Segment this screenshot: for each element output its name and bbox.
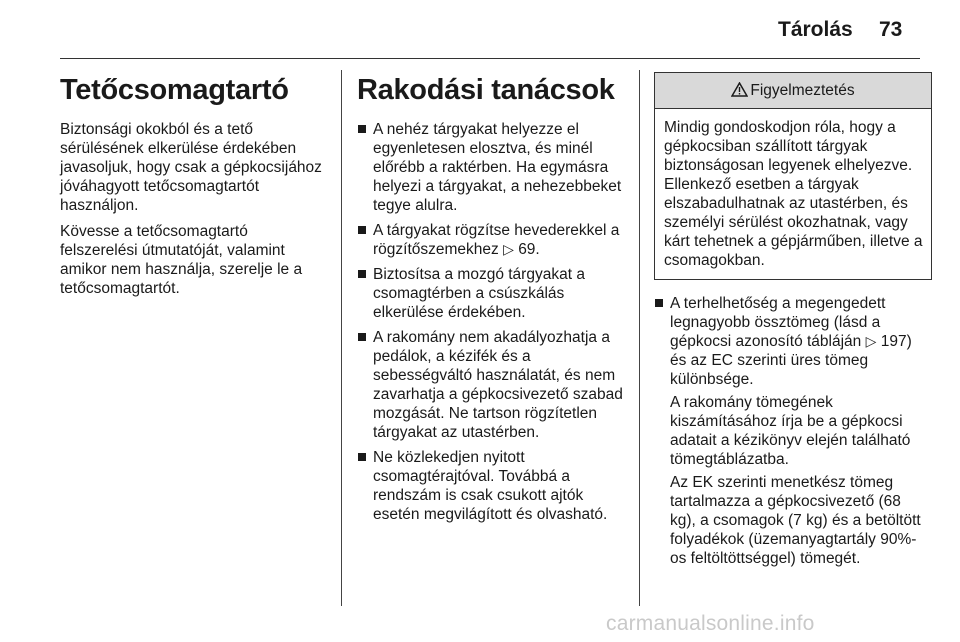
loading-tips-heading: Rakodási tanácsok [357, 74, 615, 106]
list-item-text: Biztosítsa a mozgó tárgyakat a csomagtérben a csúszkálás elkerülése érdekében. [373, 266, 585, 321]
watermark: carmanualsonline.info [606, 612, 815, 635]
load-capacity-list [654, 294, 924, 568]
page-number: 73 [879, 18, 903, 41]
load-capacity-text-tail: 197) és az EC szerinti üres tömeg különbsége. [670, 333, 912, 388]
header-rule [60, 58, 920, 59]
warning-body: Mindig gondoskodjon róla, hogy a gépkocsiban szállított tárgyak biztonságosan legyenek elhelyezve. Ellenkező esetben a tárgyak elszabadulhatnak az utastérben, és személyi sérülést okozhatnak, vagy kárt tehetnek a gépjárműben, illetve a csomagokban. [664, 119, 923, 269]
page-reference-icon: ▷ [503, 241, 514, 257]
square-bullet-icon [358, 226, 366, 234]
list-item [357, 221, 625, 259]
list-item [357, 265, 625, 322]
square-bullet-icon [358, 333, 366, 341]
loading-tips-list [357, 120, 625, 524]
ec-curb-weight-paragraph: Az EK szerinti menetkész tömeg tartalmazza a gépkocsivezető (68 kg), a csomagok (7 kg) és a betöltött folyadékok (üzemanyagtartály 90%-os feltöltöttséggel) tömegét. [670, 474, 921, 567]
warning-header [655, 73, 931, 109]
list-item-text: A nehéz tárgyakat helyezze el egyenletesen elosztva, és minél előrébb a raktérben. Ha egymásra helyezi a tárgyakat, a nehezebbeket tegye alulra. [373, 121, 622, 214]
square-bullet-icon [358, 125, 366, 133]
load-calculation-paragraph: A rakomány tömegének kiszámításához írja be a gépkocsi adatait a kézikönyv elején található tömegtáblázatba. [670, 394, 911, 468]
page-reference-icon: ▷ [865, 333, 877, 349]
square-bullet-icon [655, 299, 663, 307]
warning-triangle-icon [731, 75, 748, 110]
list-item-text: A rakomány nem akadályozhatja a pedálok, a kézifék és a sebességváltó használatát, és nem zavarhatja a gépkocsivezető szabad mozgását. Ne tartson rögzítetlen tárgyakat az utastérben. [373, 329, 623, 441]
list-item [357, 120, 625, 215]
column-loading-tips [357, 72, 625, 530]
list-item-text: A tárgyakat rögzítse hevederekkel a rögzítőszemekhez [373, 222, 620, 258]
list-item [654, 294, 924, 568]
roof-rack-paragraph-1: Biztonsági okokból és a tető sérülésének elkerülése érdekében javasoljuk, hogy csak a gépkocsijához jóváhagyott tetőcsomagtartót használjon. [60, 121, 322, 214]
column-divider-2 [639, 70, 640, 606]
load-capacity-text: A terhelhetőség a megengedett legnagyobb össztömeg (lásd a gépkocsi azonosító tábláján [670, 295, 886, 350]
list-item [357, 448, 625, 524]
square-bullet-icon [358, 453, 366, 461]
column-roof-rack [60, 72, 322, 305]
roof-rack-paragraph-2: Kövesse a tetőcsomagtartó felszerelési útmutatóját, valamint amikor nem használja, szerelje le a tetőcsomagtartót. [60, 223, 303, 297]
square-bullet-icon [358, 270, 366, 278]
roof-rack-heading: Tetőcsomagtartó [60, 74, 289, 106]
page-section-title: Tárolás [778, 18, 853, 41]
page-reference-link[interactable]: 69. [518, 241, 540, 258]
column-warning-load [654, 72, 924, 574]
list-item-text: Ne közlekedjen nyitott csomagtérajtóval. Továbbá a rendszám is csak csukott ajtók esetén megvilágított és olvasható. [373, 449, 608, 523]
list-item [357, 328, 625, 442]
warning-box [654, 72, 932, 280]
warning-title: Figyelmeztetés [750, 82, 855, 99]
column-divider-1 [341, 70, 342, 606]
